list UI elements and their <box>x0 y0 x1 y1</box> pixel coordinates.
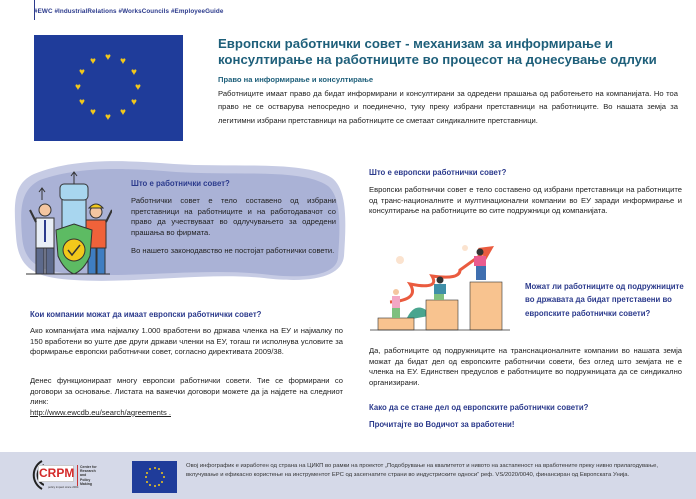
heart-star-icon: ♥ <box>131 66 137 78</box>
star-icon <box>163 476 165 478</box>
subsidiaries-text: Да, работниците од подружниците на транснационалните компании во нашата земја можат да бидат дел од европските работнички совети, без оглед што земјата не е членка на ЕУ. Единствен предуслов е работниците во подружницата да се синдикално организирани. <box>369 346 682 387</box>
subsidiaries-heading: Можат ли работниците од подружниците во државата да бидат претставени во европските работнички совети? <box>525 282 684 318</box>
heart-star-icon: ♥ <box>120 107 126 119</box>
star-icon <box>161 472 163 474</box>
right-to-info-heading: Право на информирање и консултирање <box>218 75 374 84</box>
companies-text: Ако компанијата има најмалку 1.000 вработени во држава членка на ЕУ и најмалку по 150 вработени во уште две други држави членки на ЕУ, тогаш ги исполнува условите за формирање европски работнички совет, согласно директивата 2009/38. <box>30 326 343 357</box>
how-to-join-heading: Како да се стане дел од европските работнички совети? <box>369 403 589 412</box>
page-title: Европски работнички совет - механизам за информирање и консултирање на работниците во процесот на донесување одлуки <box>218 36 657 67</box>
heart-star-icon: ♥ <box>120 55 126 67</box>
eu-flag-icon <box>34 35 183 141</box>
heart-star-icon: ♥ <box>79 96 85 108</box>
read-guide-cta: Прочитајте во Водичот за вработени! <box>369 420 515 429</box>
crpm-logo-subtitle: Center for Research and Policy Making <box>77 465 97 486</box>
star-icon <box>145 476 147 478</box>
works-council-heading: Што е работнички совет? <box>131 179 230 188</box>
star-icon <box>158 468 160 470</box>
heart-star-icon: ♥ <box>79 66 85 78</box>
footer-disclaimer: Овој инфографик е изработен од страна на ЦИКП во рамки на проектот „Подобрување на квалитетот и нивото на застапеност на вработените преку нивно прилагодување, вклучување и ефикасно користење на инструментот ЕРС од засегнатите страни во индустриските односи“ реф. VS/2020/0040, финансиран од Европската Унија. <box>186 463 658 478</box>
crpm-logo <box>20 458 100 492</box>
star-icon <box>146 472 148 474</box>
heart-star-icon: ♥ <box>131 96 137 108</box>
growth-arrow-illustration-icon <box>370 240 510 335</box>
heart-star-icon: ♥ <box>75 81 81 93</box>
star-icon <box>149 468 151 470</box>
crpm-tagline: policy impact since 2004 <box>48 485 79 489</box>
heart-star-icon: ♥ <box>105 51 111 63</box>
star-icon <box>149 484 151 486</box>
right-to-info-text: Работниците имаат право да бидат информирани и консултирани за одредени прашања од работењето на компанијата. Но тоа право не се остварува непосредно и поединечно, туку преку избрани претставници на работниците. Во нашата земја за легитимни избрани претставници на работниците се сметаат синдикалните претставници. <box>218 89 678 125</box>
heart-star-icon: ♥ <box>90 107 96 119</box>
heart-star-icon: ♥ <box>105 111 111 123</box>
agreements-link[interactable]: http://www.ewcdb.eu/search/agreements . <box>30 407 171 417</box>
ewc-heading: Што е европски работнички совет? <box>369 168 507 177</box>
works-council-note: Во нашето законодавство не постојат работнички совети. <box>131 246 335 255</box>
ewc-text: Европски работнички совет е тело составено од избрани претставници на работниците од транс-националните и мултинационални компании во ЕУ заради информирање и консултирање на работниците во сите подружници од компанијата. <box>369 185 682 216</box>
works-council-text: Работнички совет е тело составено од избрани претставници на работниците и на работодавачот со право да учествуваат во одлучувањето за одредени прашања во фирмата. <box>131 196 336 237</box>
companies-agreements-text <box>30 376 343 418</box>
star-icon <box>154 467 156 469</box>
workers-shield-fist-icon <box>22 170 112 278</box>
star-icon <box>146 481 148 483</box>
star-icon <box>154 485 156 487</box>
footer <box>0 452 696 499</box>
companies-heading: Кои компании можат да имаат европски работнички совет? <box>30 310 262 319</box>
star-icon <box>161 481 163 483</box>
heart-star-icon: ♥ <box>135 81 141 93</box>
crpm-logo-text: CRPM <box>39 466 75 480</box>
footer-eu-flag-icon <box>132 461 177 493</box>
star-icon <box>158 484 160 486</box>
agreements-text: Денес функционираат многу европски работнички совети. Тие се формирани со договори за основање. Листата на важечки договори можете да ја најдете на следниот линк: <box>30 376 343 407</box>
heart-star-icon: ♥ <box>90 55 96 67</box>
hashtags: #EWC #IndustrialRelations #WorksCouncils #EmployeeGuide <box>34 8 224 15</box>
